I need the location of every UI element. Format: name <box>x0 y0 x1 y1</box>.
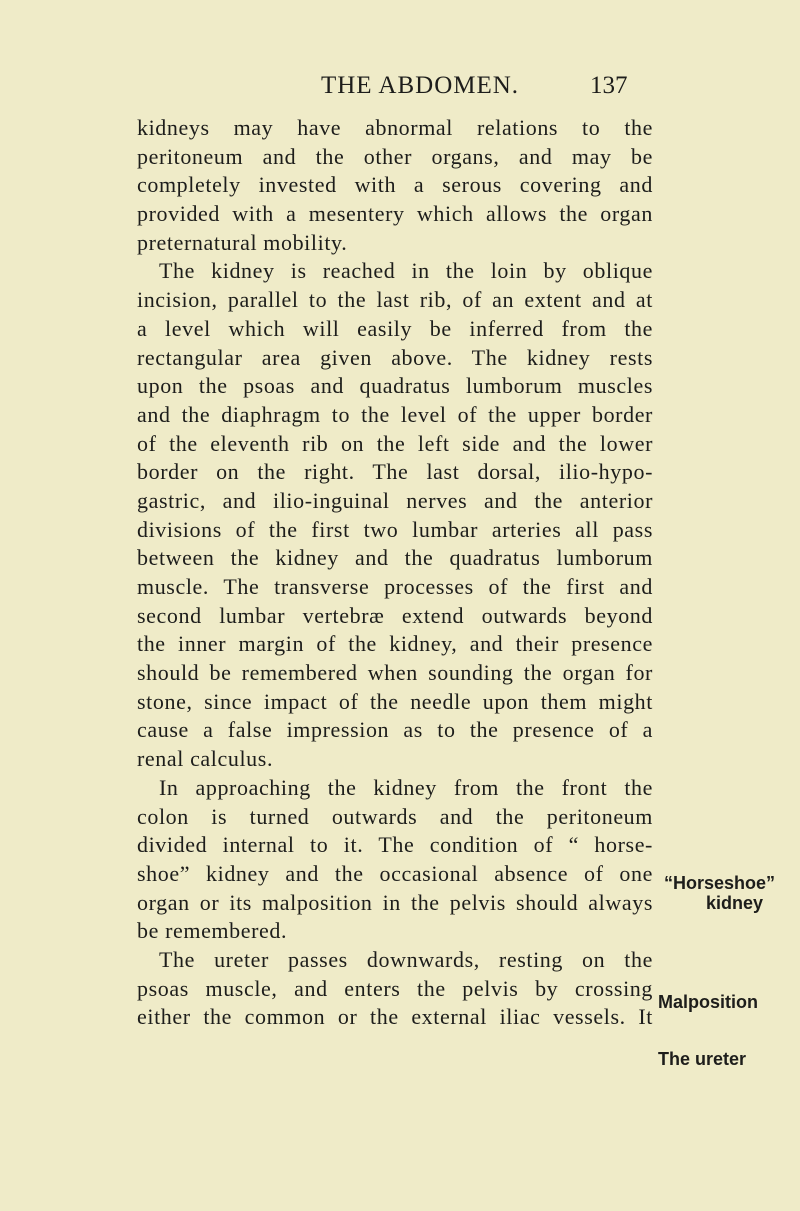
text-line: provided with a mesentery which allows the organ <box>137 201 653 227</box>
text-line: organ or its malposition in the pelvis should always <box>137 889 653 915</box>
text-line: a level which will easily be inferred from the <box>137 315 653 341</box>
running-title: THE ABDOMEN. <box>320 72 520 99</box>
text-line: preternatural mobility. <box>137 229 348 255</box>
text-line: renal calculus. <box>137 746 274 772</box>
text-line: The ureter passes downwards, resting on the <box>159 946 653 972</box>
text-line: In approaching the kidney from the front the <box>159 774 653 800</box>
text-line: divided internal to it. The condition of “ horse- <box>137 832 653 858</box>
text-line: and the diaphragm to the level of the upper border <box>137 401 653 427</box>
text-line: gastric, and ilio-inguinal nerves and the anterior <box>137 487 653 513</box>
text-line: either the common or the external iliac vessels. It <box>137 1004 653 1030</box>
text-line: rectangular area given above. The kidney rests <box>137 344 653 370</box>
page-number: 137 <box>590 72 628 99</box>
text-line: be remembered. <box>137 918 288 944</box>
text-line: peritoneum and the other organs, and may be <box>137 143 653 169</box>
text-line: muscle. The transverse processes of the first and <box>137 574 653 599</box>
text-line: colon is turned outwards and the peritoneum <box>137 803 653 829</box>
text-line: should be remembered when sounding the organ for <box>137 660 653 686</box>
text-line: psoas muscle, and enters the pelvis by crossing <box>137 975 653 1001</box>
body-text <box>137 114 653 1032</box>
text-line: divisions of the first two lumbar arteries all pass <box>137 516 653 542</box>
sidenote-line: “Horseshoe” <box>664 873 776 893</box>
sidenote-line: kidney <box>706 893 764 913</box>
sidenote-ureter: The ureter <box>658 1049 747 1069</box>
text-line: incision, parallel to the last rib, of an extent and at <box>137 287 653 313</box>
text-line: shoe” kidney and the occasional absence of one <box>137 860 653 886</box>
text-line: The kidney is reached in the loin by oblique <box>159 258 653 284</box>
text-line: upon the psoas and quadratus lumborum muscles <box>137 373 653 399</box>
text-line: the inner margin of the kidney, and their presence <box>137 631 653 657</box>
text-line: border on the right. The last dorsal, ilio-hypo- <box>137 459 653 485</box>
text-line: second lumbar vertebræ extend outwards beyond <box>137 602 653 628</box>
page-header <box>0 72 800 102</box>
sidenote-malposition: Malposition <box>658 992 758 1012</box>
text-line: cause a false impression as to the presence of a <box>137 717 653 743</box>
sidenote-horseshoe-kidney <box>664 873 775 913</box>
text-line: stone, since impact of the needle upon them might <box>137 688 653 714</box>
text-line: completely invested with a serous covering and <box>137 172 653 198</box>
text-line: of the eleventh rib on the left side and the lower <box>137 430 653 456</box>
text-line: between the kidney and the quadratus lumborum <box>137 545 653 571</box>
text-line: kidneys may have abnormal relations to the <box>137 115 653 140</box>
